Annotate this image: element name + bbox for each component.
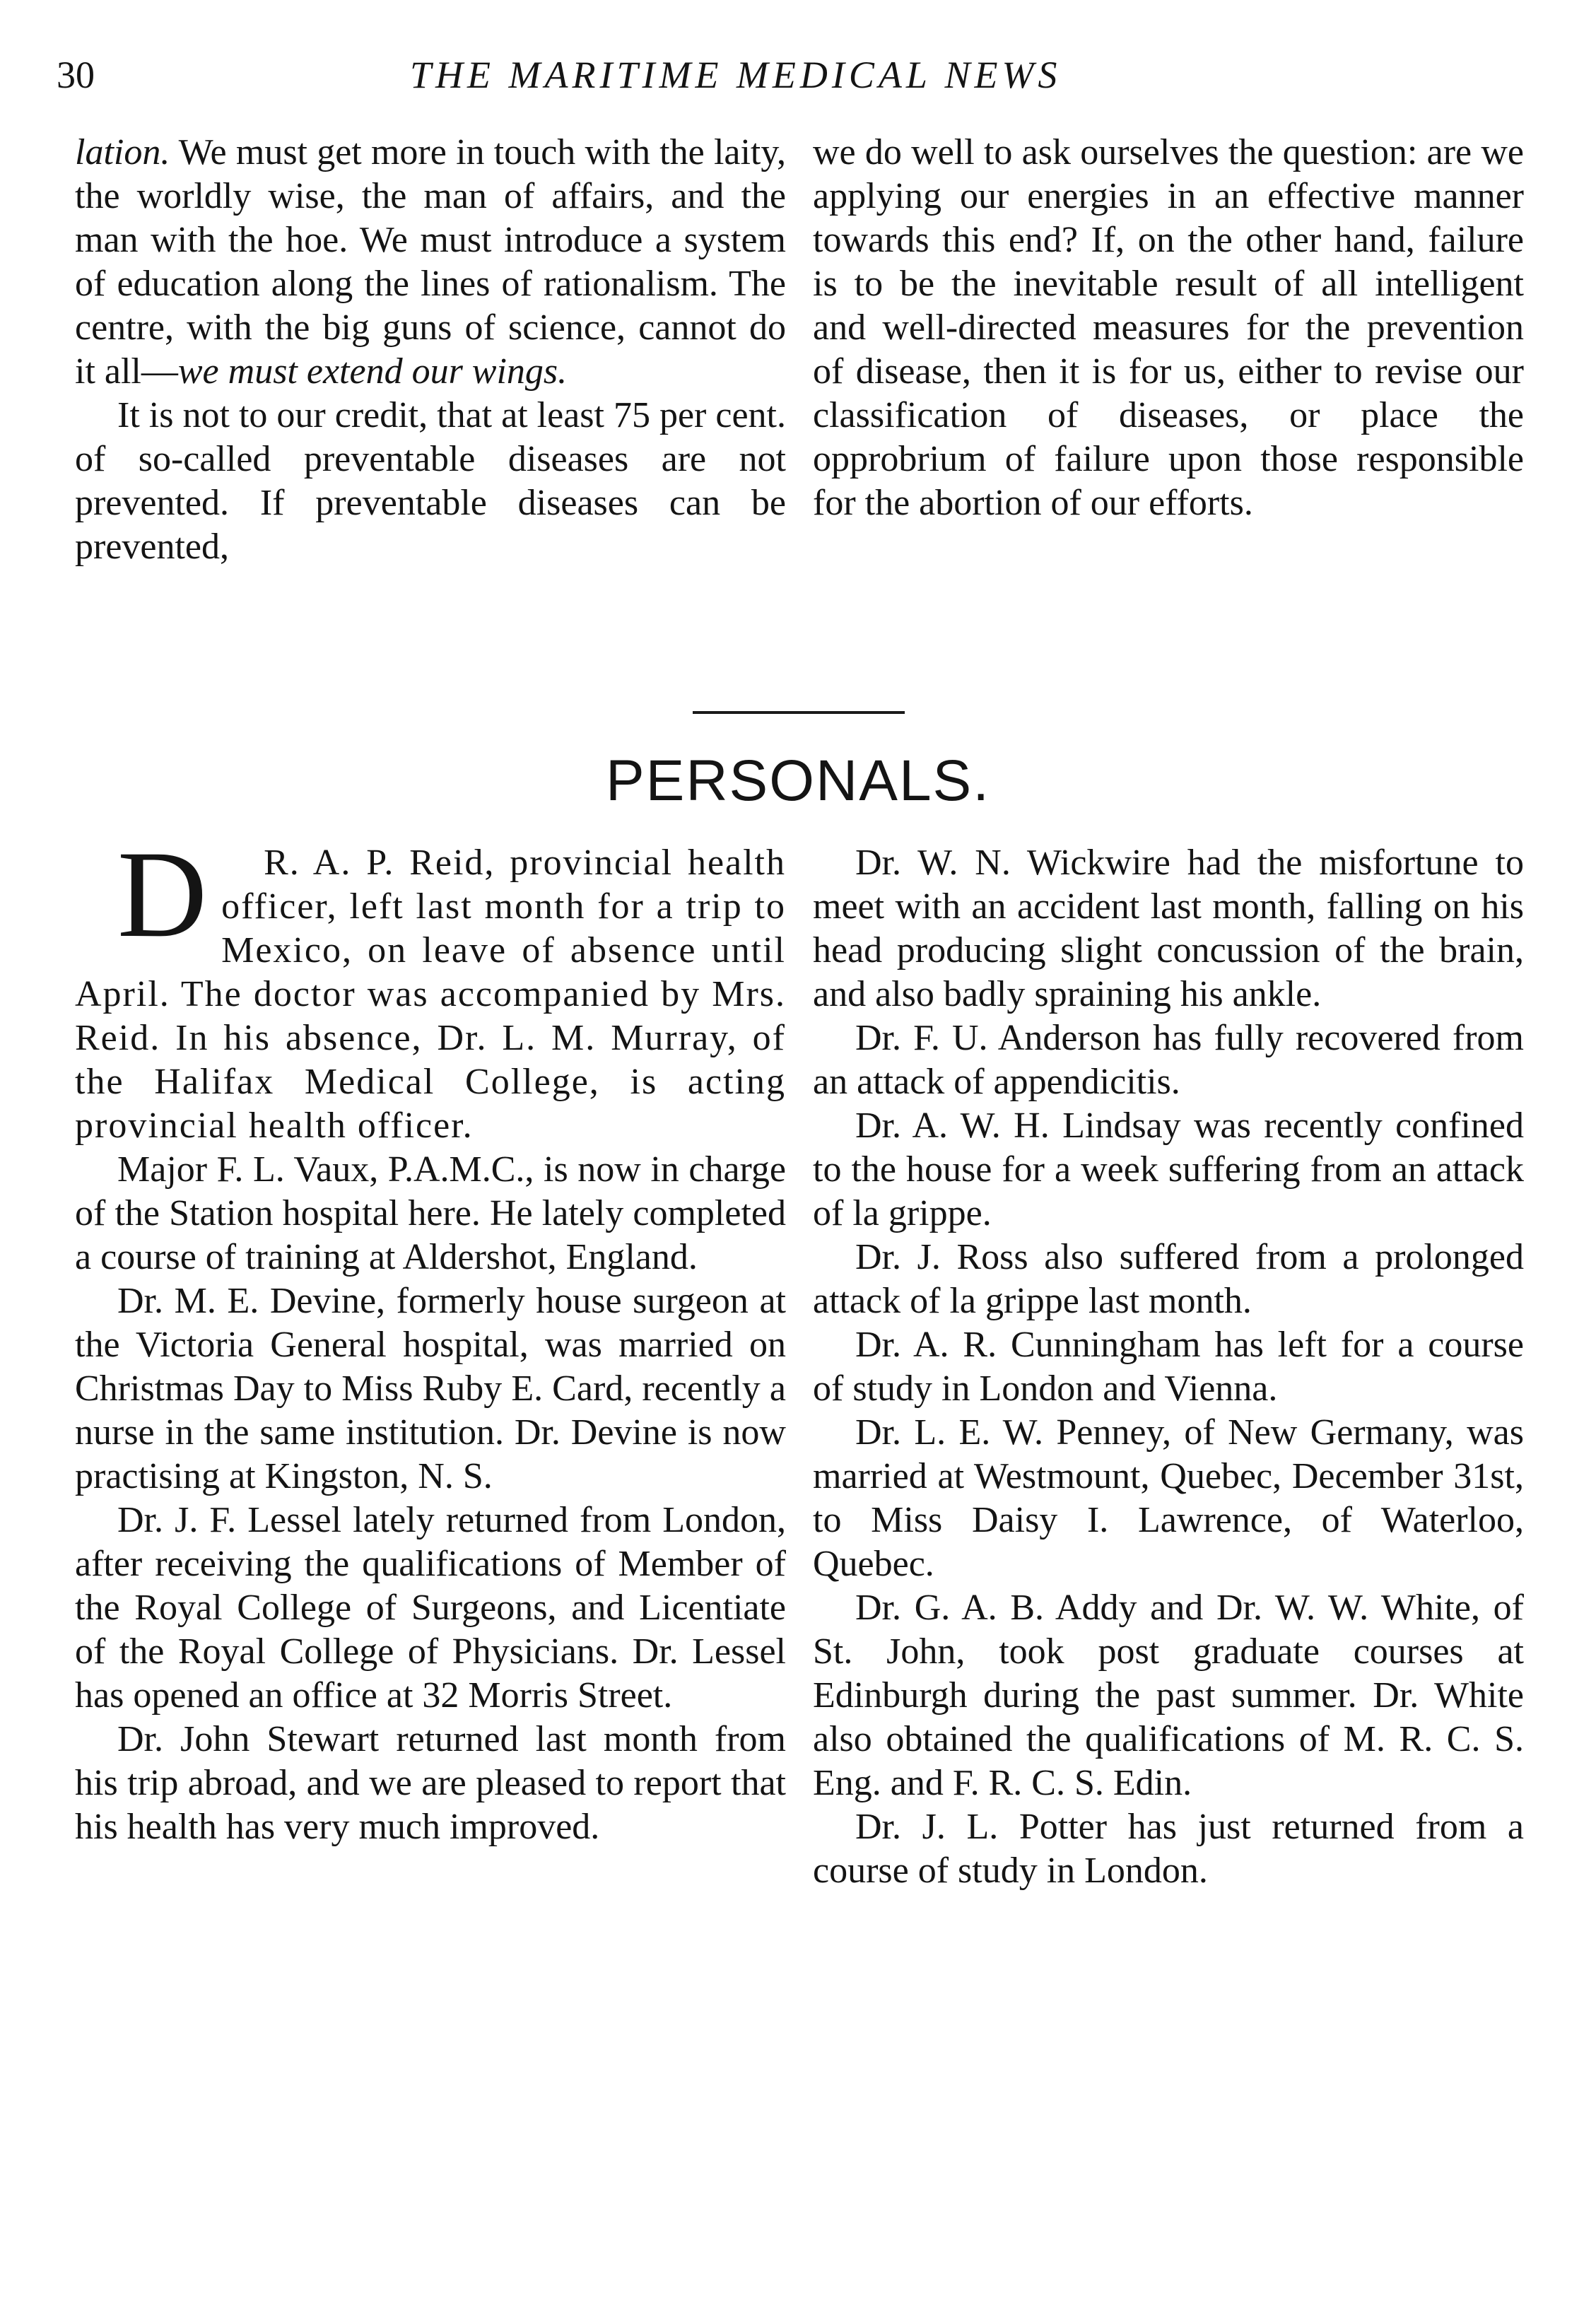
section-title: PERSONALS.: [605, 749, 991, 813]
personal-entry: Major F. L. Vaux, P.A.M.C., is now in charge of the Station hospital here. He lately completed a course of training at Aldershot, England.: [75, 1149, 786, 1277]
continued-column-left: [75, 131, 786, 569]
personal-entry: Dr. L. E. W. Penney, of New Germany, was married at Westmount, Quebec, December 31st, to Miss Daisy I. Lawrence, of Waterloo, Quebec.: [813, 1412, 1524, 1584]
continued-paragraph-1: [75, 131, 786, 394]
section-divider: [693, 711, 905, 714]
personal-entry: Dr. A. R. Cunningham has left for a course of study in London and Vienna.: [813, 1325, 1524, 1409]
personal-entry: Dr. G. A. B. Addy and Dr. W. W. White, of St. John, took post graduate courses at Edinburgh during the past summer. Dr. White also obtained the qualifications of M. R. C. S. Eng. and F. R. C. S. Edin.: [813, 1588, 1524, 1803]
personal-entry: Dr. A. W. H. Lindsay was recently confined to the house for a week suffering from an attack of la grippe.: [813, 1106, 1524, 1233]
continued-paragraph-2: It is not to our credit, that at least 75 per cent. of so-called preventable diseases are not prevented. If preventable diseases can be prevented,: [75, 395, 786, 567]
personal-entry: Dr. F. U. Anderson has fully recovered from an attack of appendicitis.: [813, 1018, 1524, 1102]
personals-column-left: [75, 826, 786, 1849]
page-header: [57, 47, 1541, 103]
drop-cap: D: [117, 826, 208, 963]
personals-column-right: [813, 841, 1524, 1893]
continued-italic-start: lation.: [75, 132, 170, 172]
page-number: 30: [57, 54, 95, 96]
continued-column-right: [813, 131, 1524, 525]
personal-entry: [75, 826, 786, 1148]
personal-entry: Dr. M. E. Devine, formerly house surgeon at the Victoria General hospital, was married on Christmas Day to Miss Ruby E. Card, recently a nurse in the same institution. Dr. Devine is now practising at Kingston, N. S.: [75, 1281, 786, 1496]
personal-entry: Dr. J. F. Lessel lately returned from London, after receiving the qualifications of Member of the Royal College of Surgeons, and Licentiate of the Royal College of Physicians. Dr. Lessel has opened an office at 32 Morris Street.: [75, 1500, 786, 1716]
continued-paragraph-3: we do well to ask ourselves the question: are we applying our energies in an effective manner towards this end? If, on the other hand, failure is to be the inevitable result of all intelligent and well-directed measures for the prevention of disease, then it is for us, either to revise our classification of diseases, or place the opprobrium of failure upon those responsible for the abortion of our efforts.: [813, 132, 1524, 523]
continued-italic-end: we must extend our wings.: [177, 351, 568, 392]
personal-entry: Dr. J. Ross also suffered from a prolonged attack of la grippe last month.: [813, 1237, 1524, 1321]
personal-entry: Dr. J. L. Potter has just returned from a course of study in London.: [813, 1807, 1524, 1891]
personal-entry: Dr. W. N. Wickwire had the misfortune to meet with an accident last month, falling on his head producing slight concussion of the brain, and also badly spraining his ankle.: [813, 843, 1524, 1014]
running-head: THE MARITIME MEDICAL NEWS: [410, 54, 1062, 96]
continued-paragraph-1-text: We must get more in touch with the laity, the worldly wise, the man of affairs, and the man with the hoe. We must introduce a system of education along the lines of rationalism. The centre, with the big guns of science, cannot do it all—: [75, 132, 786, 392]
personal-entry-text: R. A. P. Reid, provincial health officer, left last month for a trip to Mexico, on leave of absence until April. The doctor was accompanied by Mrs. Reid. In his absence, Dr. L. M. Murray, of the Halifax Medical College, is acting provincial health officer.: [75, 843, 786, 1146]
personal-entry: Dr. John Stewart returned last month from his trip abroad, and we are pleased to report that his health has very much improved.: [75, 1719, 786, 1847]
